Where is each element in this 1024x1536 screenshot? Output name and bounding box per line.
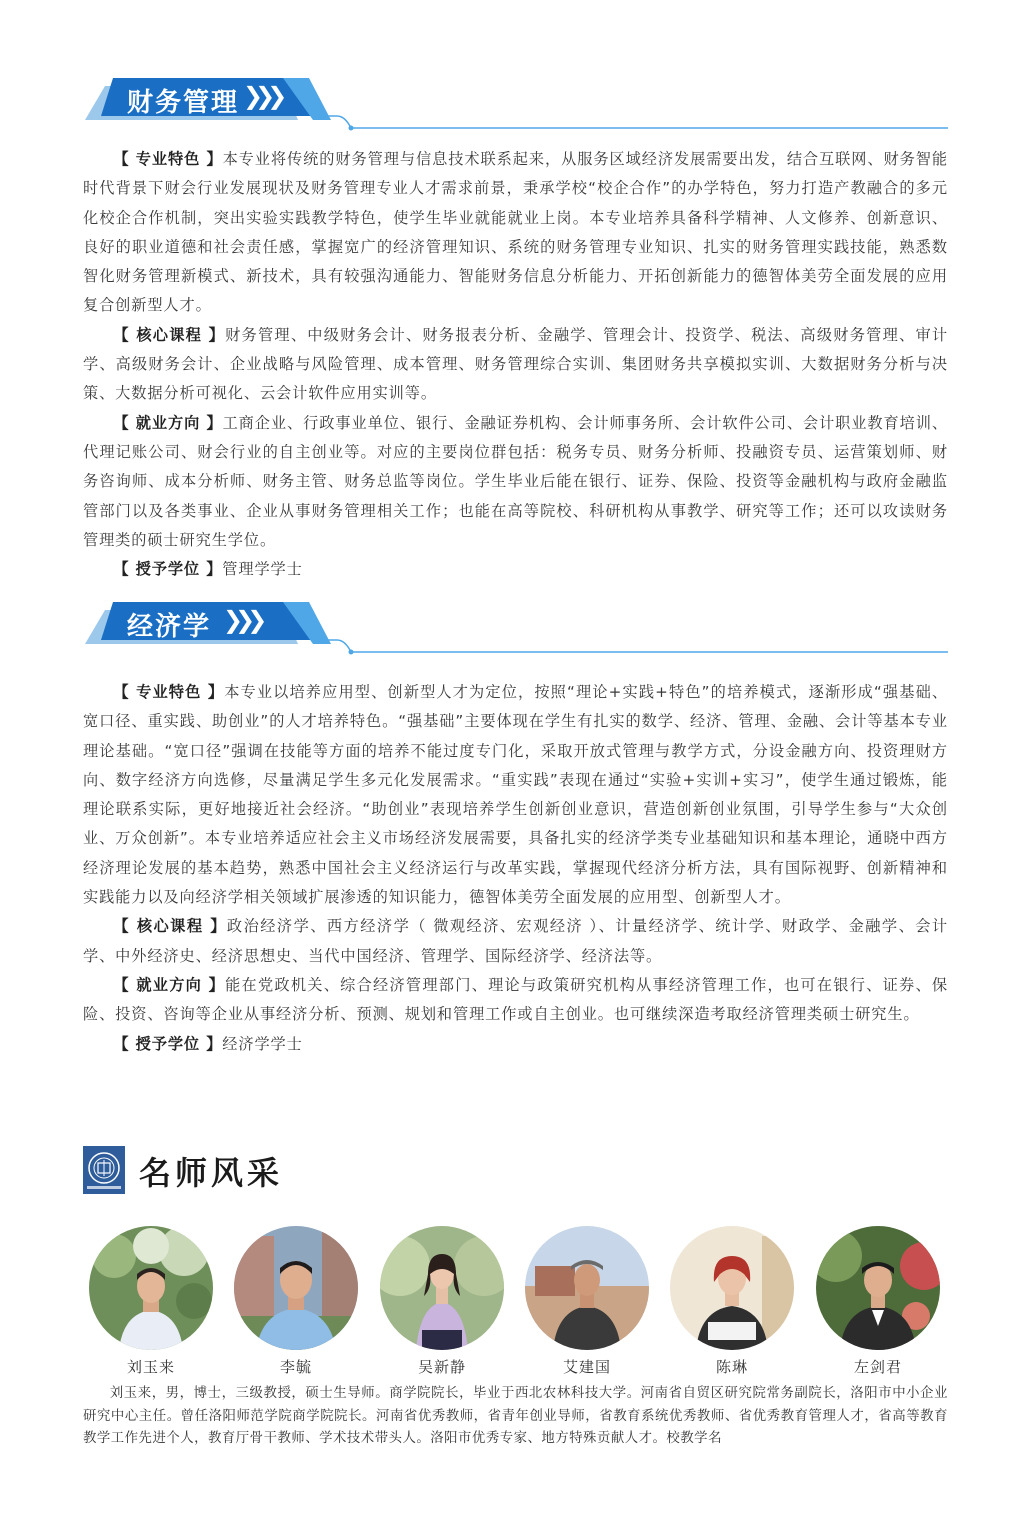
section-title: 经济学	[127, 612, 212, 642]
paragraph-degree: 【 授予学位 】管理学学士	[113, 560, 303, 579]
teacher-name: 李毓	[279, 1358, 312, 1376]
teacher-bio	[83, 1383, 948, 1451]
paragraph-degree: 【 授予学位 】经济学学士	[113, 1034, 303, 1053]
teacher-portrait	[89, 1226, 213, 1350]
teacher-name: 左剑君	[853, 1358, 902, 1376]
teacher-portrait	[380, 1226, 504, 1350]
teacher-portrait	[816, 1226, 940, 1350]
chevron-right-icon: ❯❯❯	[243, 82, 280, 110]
section-title: 财务管理	[127, 88, 240, 118]
teacher-card	[816, 1226, 940, 1377]
teacher-card	[89, 1226, 213, 1377]
section-header-economics	[83, 600, 948, 656]
teacher-name: 刘玉来	[126, 1358, 175, 1376]
teacher-card	[380, 1226, 504, 1377]
paragraph-feature: 【 专业特色 】本专业将传统的财务管理与信息技术联系起来，从服务区域经济发展需要出发，结合互联网、财务智能时代背景下财会行业发展现状及财务管理专业人才需求前景，秉承学校“校企合作”的办学特色，努力打造产教融合的多元化校企合作机制，突出实验实践教学特色，使学生毕业就能就业上岗。本专业培养具备科学精神、人文修养、创新意识、良好的职业道德和社会责任感，掌握宽广的经济管理知识、系统的财务管理专业知识、扎实的财务管理实践技能，熟悉数智化财务管理新模式、新技术，具有较强沟通能力、智能财务信息分析能力、开拓创新能力的德智体美劳全面发展的应用复合创新型人才。	[83, 150, 948, 315]
chevron-right-icon: ❯❯❯	[223, 606, 260, 634]
banner-shape	[83, 600, 948, 660]
bio-text: 刘玉来，男，博士，三级教授，硕士生导师。商学院院长，毕业于西北农林科技大学。河南省自贸区研究院常务副院长，洛阳市中小企业研究中心主任。曾任洛阳师范学院商学院院长。河南省优秀教师，省青年创业导师，省教育系统优秀教师、省优秀教育管理人才，省高等教育教学工作先进个人，教育厅骨干教师、学术技术带头人。洛阳市优秀专家、地方特殊贡献人才。校教学名	[83, 1386, 948, 1446]
teacher-card	[234, 1226, 358, 1377]
paragraph-courses: 【 核心课程 】政治经济学、西方经济学（ 微观经济、宏观经济 ）、计量经济学、统计学、财政学、金融学、会计学、中外经济史、经济思想史、当代中国经济、管理学、国际经济学、经济法等。	[83, 917, 948, 965]
section-body-economics	[83, 678, 948, 1059]
section-body-finance	[83, 145, 948, 584]
paragraph-feature: 【 专业特色 】本专业以培养应用型、创新型人才为定位，按照“理论+实践+特色”的培养模式，逐渐形成“强基础、宽口径、重实践、助创业”的人才培养特色。“强基础”主要体现在学生有扎实的数学、经济、管理、金融、会计等基本专业理论基础。“宽口径”强调在技能等方面的培养不能过度专门化，采取开放式管理与教学方式，分设金融方向、投资理财方向、数字经济方向选修，尽量满足学生多元化发展需求。“重实践”表现在通过“实验+实训+实习”，使学生通过锻炼，能理论联系实际，更好地接近社会经济。“助创业”表现培养学生创新创业意识，营造创新创业氛围，引导学生参与“大众创业、万众创新”。本专业培养适应社会主义市场经济发展需要，具备扎实的经济学类专业基础知识和基本理论，通晓中西方经济理论发展的基本趋势，熟悉中国社会主义经济运行与改革实践，掌握现代经济分析方法，具有国际视野、创新精神和实践能力以及向经济学相关领域扩展渗透的知识能力，德智体美劳全面发展的应用型、创新型人才。	[83, 683, 948, 907]
teacher-card	[525, 1226, 649, 1377]
teacher-portrait	[234, 1226, 358, 1350]
paragraph-career: 【 就业方向 】能在党政机关、综合经济管理部门、理论与政策研究机构从事经济管理工作，也可在银行、证券、保险、投资、咨询等企业从事经济分析、预测、规划和管理工作或自主创业。也可继续深造考取经济管理类硕士研究生。	[83, 975, 948, 1024]
teacher-name: 吴新静	[417, 1358, 466, 1376]
paragraph-courses: 【 核心课程 】财务管理、中级财务会计、财务报表分析、金融学、管理会计、投资学、税法、高级财务管理、审计学、高级财务会计、企业战略与风险管理、成本管理、财务管理综合实训、集团财务共享模拟实训、大数据财务分析与决策、大数据分析可视化、云会计软件应用实训等。	[83, 325, 948, 403]
school-seal-icon	[83, 1146, 125, 1194]
section-header-finance	[83, 76, 948, 132]
teacher-name: 陈琳	[715, 1358, 748, 1376]
famous-title: 名师风采	[139, 1154, 284, 1192]
teacher-name: 艾建国	[562, 1358, 611, 1376]
teacher-portrait	[525, 1226, 649, 1350]
famous-teachers-header	[83, 1146, 483, 1198]
paragraph-career: 【 就业方向 】工商企业、行政事业单位、银行、金融证券机构、会计师事务所、会计软件公司、会计职业教育培训、代理记账公司、财会行业的自主创业等。对应的主要岗位群包括：税务专员、财务分析师、投融资专员、运营策划师、财务咨询师、成本分析师、财务主管、财务总监等岗位。学生毕业后能在银行、证券、保险、投资等金融机构与政府金融监管部门以及各类事业、企业从事财务管理相关工作；也能在高等院校、科研机构从事教学、研究等工作；还可以攻读财务管理类的硕士研究生学位。	[83, 413, 948, 549]
teacher-card	[670, 1226, 794, 1377]
teacher-portrait	[670, 1226, 794, 1350]
